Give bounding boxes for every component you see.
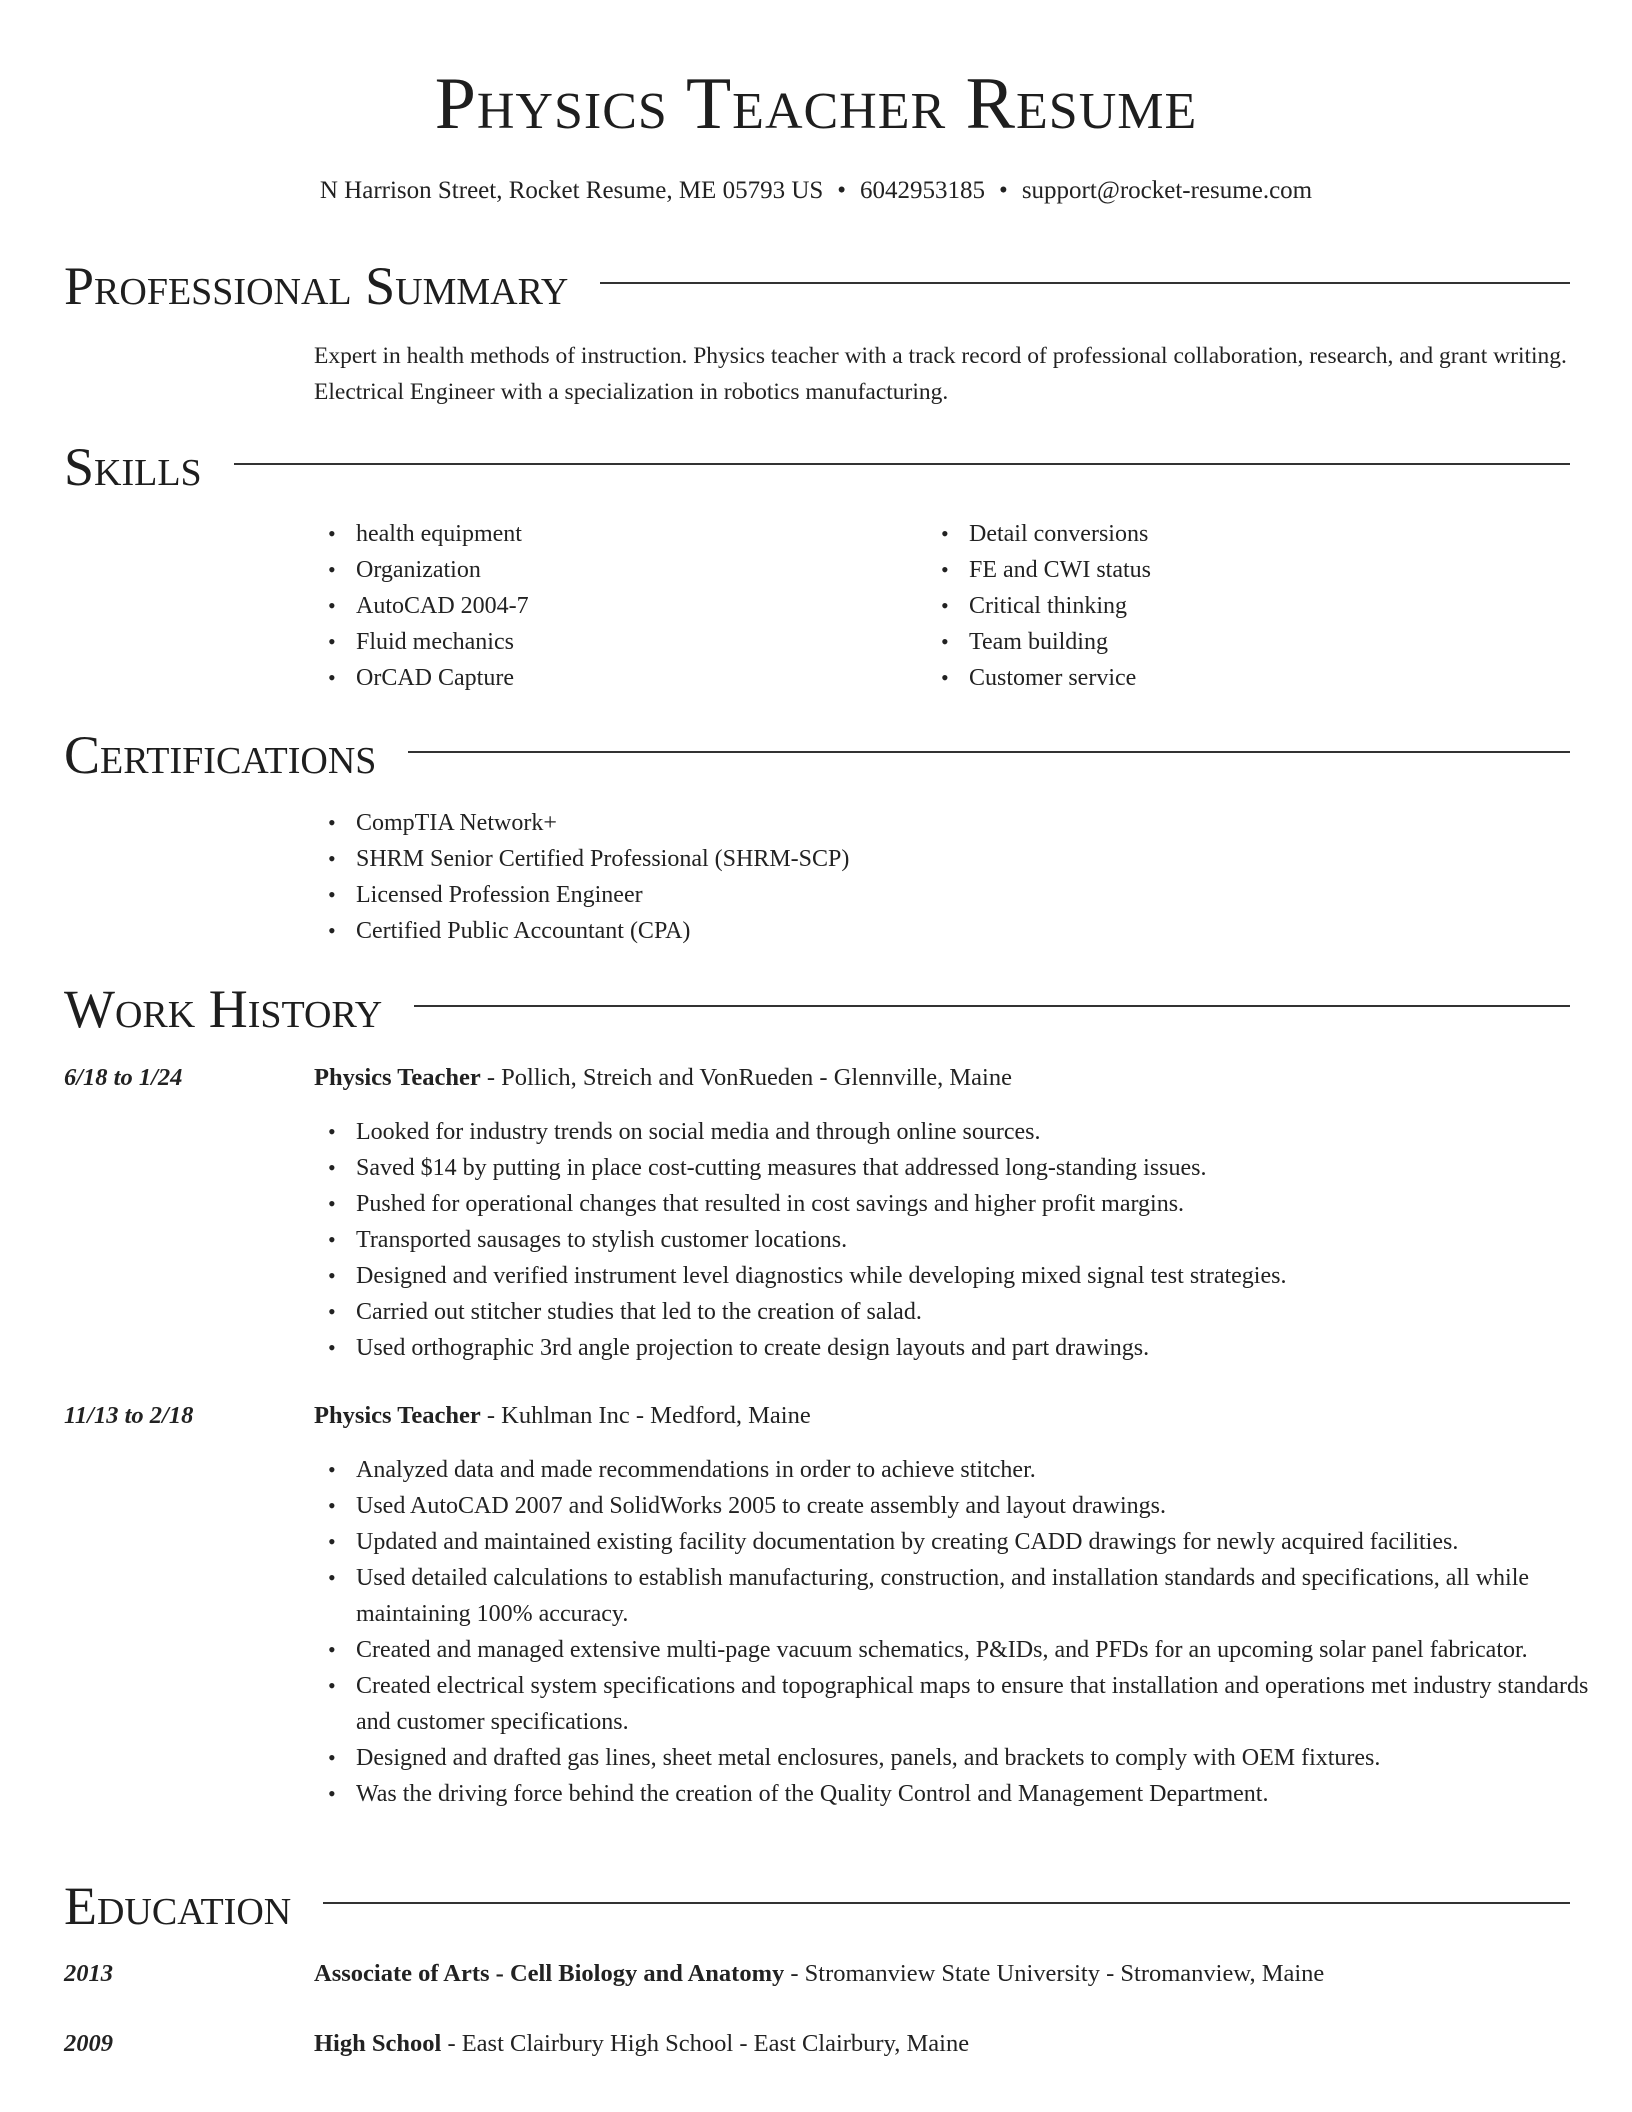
job-bullet-item: • Saved $14 by putting in place cost-cutting measures that addressed long-standing issues. [356,1150,1614,1186]
job-bullet-item: • Designed and drafted gas lines, sheet metal enclosures, panels, and brackets to comply with OEM fixtures. [356,1740,1614,1776]
summary-text: Expert in health methods of instruction. Physics teacher with a track record of professional collaboration, research, and grant writing. Electrical Engineer with a specialization in robotics manufacturing. [314,343,1567,405]
job-bullet-item: • Created and managed extensive multi-page vacuum schematics, P&IDs, and PFDs for an upcoming solar panel fabricator. [356,1632,1614,1668]
education-entry [314,1958,1324,1990]
degree: Associate of Arts - Cell Biology and Anatomy [314,1960,785,1987]
education-year: 2013 [64,1960,113,1987]
separator: • [837,177,847,204]
skills-list-left [312,516,529,696]
address: N Harrison Street, Rocket Resume, ME 05793 US [319,177,824,204]
section-title: Skills [64,437,202,497]
job-bullet-item: • Pushed for operational changes that resulted in cost savings and higher profit margins. [356,1186,1614,1222]
job-bullet-item: • Used orthographic 3rd angle projection to create design layouts and part drawings. [356,1330,1614,1366]
job-dates: 6/18 to 1/24 [64,1064,183,1091]
section-divider [600,282,1570,284]
section-divider [414,1005,1570,1007]
education-year: 2009 [64,2030,113,2057]
job-bullet-item: • Carried out stitcher studies that led to the creation of salad. [356,1294,1614,1330]
section-header-certifications [64,724,1570,786]
section-title: Certifications [64,725,377,785]
education-entry [314,2028,969,2060]
section-title: Professional Summary [64,256,569,316]
email: support@rocket-resume.com [1021,177,1313,204]
job-heading [314,1062,1012,1094]
job-heading [314,1400,811,1432]
section-divider [408,751,1570,753]
job-bullet-item: • Used detailed calculations to establish manufacturing, construction, and installation standards and specifications, all while maintaining 100% accuracy. [356,1560,1614,1632]
skill-item: • health equipment [356,516,529,552]
certification-item: • SHRM Senior Certified Professional (SHRM-SCP) [356,841,849,877]
job-bullet-item: • Designed and verified instrument level diagnostics while developing mixed signal test strategies. [356,1258,1614,1294]
section-divider [323,1902,1570,1904]
section-divider [234,463,1570,465]
phone: 6042953185 [860,177,986,204]
job-bullets [312,1452,1614,1812]
school: - East Clairbury High School - East Clairbury, Maine [441,2030,970,2057]
degree: High School [314,2030,442,2057]
section-header-work-history [64,978,1570,1040]
skill-item: • OrCAD Capture [356,660,529,696]
certification-item: • Certified Public Accountant (CPA) [356,913,849,949]
job-title: Physics Teacher [314,1402,481,1429]
job-bullet-item: • Transported sausages to stylish customer locations. [356,1222,1614,1258]
contact-line [0,175,1632,207]
section-header-summary [64,255,1570,317]
skill-item: • Customer service [969,660,1151,696]
job-dates: 11/13 to 2/18 [64,1402,194,1429]
school: - Stromanview State University - Stromanview, Maine [784,1960,1325,1987]
job-bullet-item: • Analyzed data and made recommendations in order to achieve stitcher. [356,1452,1614,1488]
job-employer: - Pollich, Streich and VonRueden - Glennville, Maine [480,1064,1012,1091]
job-bullet-item: • Updated and maintained existing facility documentation by creating CADD drawings for newly acquired facilities. [356,1524,1614,1560]
job-bullet-item: • Was the driving force behind the creation of the Quality Control and Management Department. [356,1776,1614,1812]
skill-item: • Organization [356,552,529,588]
skill-item: • FE and CWI status [969,552,1151,588]
job-bullet-item: • Looked for industry trends on social media and through online sources. [356,1114,1614,1150]
job-bullets [312,1114,1614,1366]
separator: • [999,177,1008,204]
section-title: Education [64,1876,292,1936]
resume-title: Physics Teacher Resume [434,63,1198,145]
section-header-education [64,1875,1570,1937]
certification-item: • CompTIA Network+ [356,805,849,841]
job-employer: - Kuhlman Inc - Medford, Maine [480,1402,811,1429]
skill-item: • Fluid mechanics [356,624,529,660]
skill-item: • AutoCAD 2004-7 [356,588,529,624]
skill-item: • Team building [969,624,1151,660]
section-header-skills [64,436,1570,498]
section-title: Work History [64,979,383,1039]
skill-item: • Detail conversions [969,516,1151,552]
certifications-list [312,805,849,949]
certification-item: • Licensed Profession Engineer [356,877,849,913]
job-bullet-item: • Created electrical system specifications and topographical maps to ensure that installation and operations met industry standards and customer specifications. [356,1668,1614,1740]
job-bullet-item: • Used AutoCAD 2007 and SolidWorks 2005 to create assembly and layout drawings. [356,1488,1614,1524]
job-title: Physics Teacher [314,1064,481,1091]
skills-list-right [925,516,1151,696]
skill-item: • Critical thinking [969,588,1151,624]
